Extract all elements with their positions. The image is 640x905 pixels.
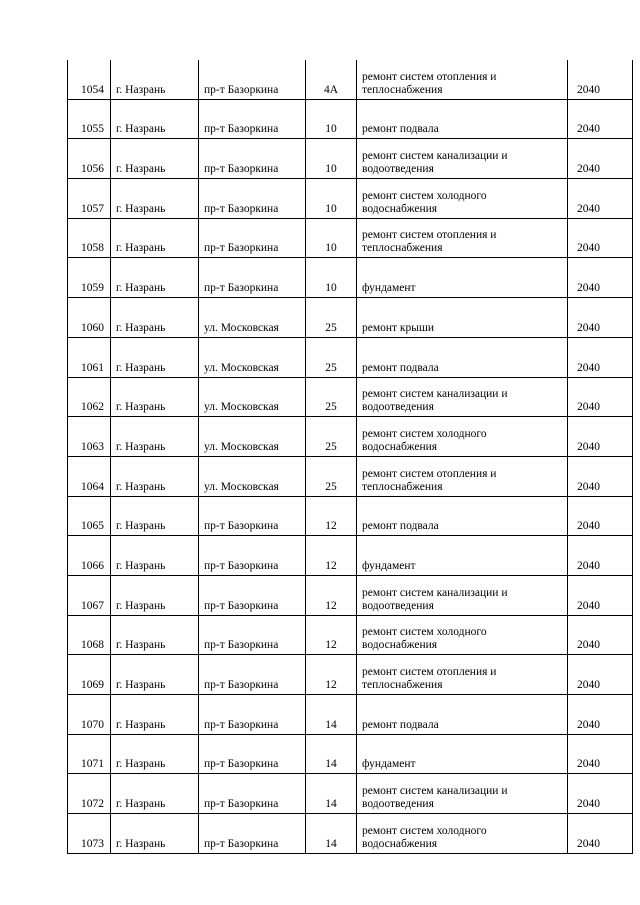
table-row [68, 456, 633, 496]
row-number-cell: 1059 [68, 258, 111, 298]
city-cell: г. Назрань [111, 258, 199, 298]
street-cell: ул. Московская [199, 456, 306, 496]
city-cell: г. Назрань [111, 774, 199, 814]
year-cell: 2040 [568, 60, 633, 99]
row-number-cell: 1058 [68, 218, 111, 258]
year-cell: 2040 [568, 139, 633, 179]
street-cell: ул. Московская [199, 417, 306, 457]
work-type-cell: ремонт подвала [357, 496, 568, 536]
row-number-cell: 1068 [68, 615, 111, 655]
house-number-cell: 12 [306, 496, 357, 536]
table-row [68, 575, 633, 615]
table-row [68, 218, 633, 258]
year-cell: 2040 [568, 298, 633, 338]
row-number-cell: 1072 [68, 774, 111, 814]
street-cell: пр-т Базоркина [199, 99, 306, 139]
street-cell: ул. Московская [199, 298, 306, 338]
year-cell: 2040 [568, 179, 633, 219]
work-type-cell: фундамент [357, 536, 568, 576]
work-type-cell: фундамент [357, 734, 568, 774]
work-type-cell: ремонт систем канализации и водоотведения [357, 575, 568, 615]
row-number-cell: 1055 [68, 99, 111, 139]
row-number-cell: 1070 [68, 695, 111, 735]
row-number-cell: 1062 [68, 377, 111, 417]
row-number-cell: 1069 [68, 655, 111, 695]
house-number-cell: 14 [306, 734, 357, 774]
house-number-cell: 12 [306, 536, 357, 576]
row-number-cell: 1065 [68, 496, 111, 536]
table-row [68, 377, 633, 417]
row-number-cell: 1064 [68, 456, 111, 496]
table-body [68, 60, 633, 853]
street-cell: пр-т Базоркина [199, 179, 306, 219]
city-cell: г. Назрань [111, 695, 199, 735]
city-cell: г. Назрань [111, 536, 199, 576]
year-cell: 2040 [568, 417, 633, 457]
work-type-cell: ремонт систем отопления и теплоснабжения [357, 218, 568, 258]
year-cell: 2040 [568, 99, 633, 139]
work-type-cell: ремонт систем отопления и теплоснабжения [357, 60, 568, 99]
year-cell: 2040 [568, 337, 633, 377]
house-number-cell: 25 [306, 456, 357, 496]
row-number-cell: 1071 [68, 734, 111, 774]
year-cell: 2040 [568, 536, 633, 576]
house-number-cell: 12 [306, 655, 357, 695]
city-cell: г. Назрань [111, 615, 199, 655]
street-cell: пр-т Базоркина [199, 60, 306, 99]
city-cell: г. Назрань [111, 218, 199, 258]
work-type-cell: ремонт подвала [357, 337, 568, 377]
year-cell: 2040 [568, 218, 633, 258]
year-cell: 2040 [568, 575, 633, 615]
street-cell: пр-т Базоркина [199, 774, 306, 814]
table-row [68, 99, 633, 139]
row-number-cell: 1057 [68, 179, 111, 219]
work-type-cell: ремонт систем холодного водоснабжения [357, 814, 568, 854]
house-number-cell: 10 [306, 99, 357, 139]
year-cell: 2040 [568, 496, 633, 536]
row-number-cell: 1073 [68, 814, 111, 854]
city-cell: г. Назрань [111, 814, 199, 854]
year-cell: 2040 [568, 655, 633, 695]
year-cell: 2040 [568, 377, 633, 417]
table-row [68, 337, 633, 377]
house-number-cell: 10 [306, 258, 357, 298]
street-cell: пр-т Базоркина [199, 218, 306, 258]
table-row [68, 496, 633, 536]
city-cell: г. Назрань [111, 417, 199, 457]
table-row [68, 734, 633, 774]
city-cell: г. Назрань [111, 60, 199, 99]
house-number-cell: 4А [306, 60, 357, 99]
city-cell: г. Назрань [111, 496, 199, 536]
street-cell: пр-т Базоркина [199, 695, 306, 735]
house-number-cell: 25 [306, 417, 357, 457]
work-type-cell: ремонт подвала [357, 99, 568, 139]
house-number-cell: 10 [306, 179, 357, 219]
work-type-cell: ремонт систем холодного водоснабжения [357, 179, 568, 219]
year-cell: 2040 [568, 734, 633, 774]
city-cell: г. Назрань [111, 298, 199, 338]
table-row [68, 774, 633, 814]
year-cell: 2040 [568, 774, 633, 814]
row-number-cell: 1061 [68, 337, 111, 377]
table-row [68, 139, 633, 179]
city-cell: г. Назрань [111, 655, 199, 695]
table-row [68, 655, 633, 695]
work-type-cell: ремонт подвала [357, 695, 568, 735]
house-number-cell: 10 [306, 139, 357, 179]
table-row [68, 417, 633, 457]
table-row [68, 814, 633, 854]
year-cell: 2040 [568, 615, 633, 655]
table-row [68, 298, 633, 338]
table-row [68, 536, 633, 576]
work-type-cell: ремонт систем отопления и теплоснабжения [357, 655, 568, 695]
work-type-cell: ремонт крыши [357, 298, 568, 338]
street-cell: ул. Московская [199, 377, 306, 417]
city-cell: г. Назрань [111, 456, 199, 496]
street-cell: пр-т Базоркина [199, 536, 306, 576]
street-cell: пр-т Базоркина [199, 139, 306, 179]
work-type-cell: ремонт систем канализации и водоотведения [357, 774, 568, 814]
table-row [68, 60, 633, 99]
work-type-cell: ремонт систем холодного водоснабжения [357, 417, 568, 457]
row-number-cell: 1056 [68, 139, 111, 179]
row-number-cell: 1063 [68, 417, 111, 457]
repair-schedule-table [67, 60, 633, 854]
row-number-cell: 1066 [68, 536, 111, 576]
street-cell: пр-т Базоркина [199, 615, 306, 655]
city-cell: г. Назрань [111, 337, 199, 377]
table-row [68, 615, 633, 655]
house-number-cell: 25 [306, 298, 357, 338]
city-cell: г. Назрань [111, 99, 199, 139]
street-cell: пр-т Базоркина [199, 655, 306, 695]
street-cell: пр-т Базоркина [199, 814, 306, 854]
street-cell: пр-т Базоркина [199, 258, 306, 298]
year-cell: 2040 [568, 258, 633, 298]
house-number-cell: 25 [306, 337, 357, 377]
house-number-cell: 14 [306, 695, 357, 735]
work-type-cell: ремонт систем канализации и водоотведения [357, 139, 568, 179]
house-number-cell: 14 [306, 774, 357, 814]
row-number-cell: 1060 [68, 298, 111, 338]
work-type-cell: ремонт систем холодного водоснабжения [357, 615, 568, 655]
year-cell: 2040 [568, 456, 633, 496]
street-cell: пр-т Базоркина [199, 575, 306, 615]
work-type-cell: фундамент [357, 258, 568, 298]
street-cell: пр-т Базоркина [199, 734, 306, 774]
work-type-cell: ремонт систем канализации и водоотведения [357, 377, 568, 417]
house-number-cell: 14 [306, 814, 357, 854]
city-cell: г. Назрань [111, 179, 199, 219]
city-cell: г. Назрань [111, 139, 199, 179]
year-cell: 2040 [568, 814, 633, 854]
table-row [68, 179, 633, 219]
row-number-cell: 1054 [68, 60, 111, 99]
table-row [68, 695, 633, 735]
house-number-cell: 12 [306, 575, 357, 615]
year-cell: 2040 [568, 695, 633, 735]
street-cell: ул. Московская [199, 337, 306, 377]
row-number-cell: 1067 [68, 575, 111, 615]
city-cell: г. Назрань [111, 575, 199, 615]
street-cell: пр-т Базоркина [199, 496, 306, 536]
house-number-cell: 12 [306, 615, 357, 655]
house-number-cell: 10 [306, 218, 357, 258]
table-row [68, 258, 633, 298]
city-cell: г. Назрань [111, 377, 199, 417]
work-type-cell: ремонт систем отопления и теплоснабжения [357, 456, 568, 496]
city-cell: г. Назрань [111, 734, 199, 774]
house-number-cell: 25 [306, 377, 357, 417]
